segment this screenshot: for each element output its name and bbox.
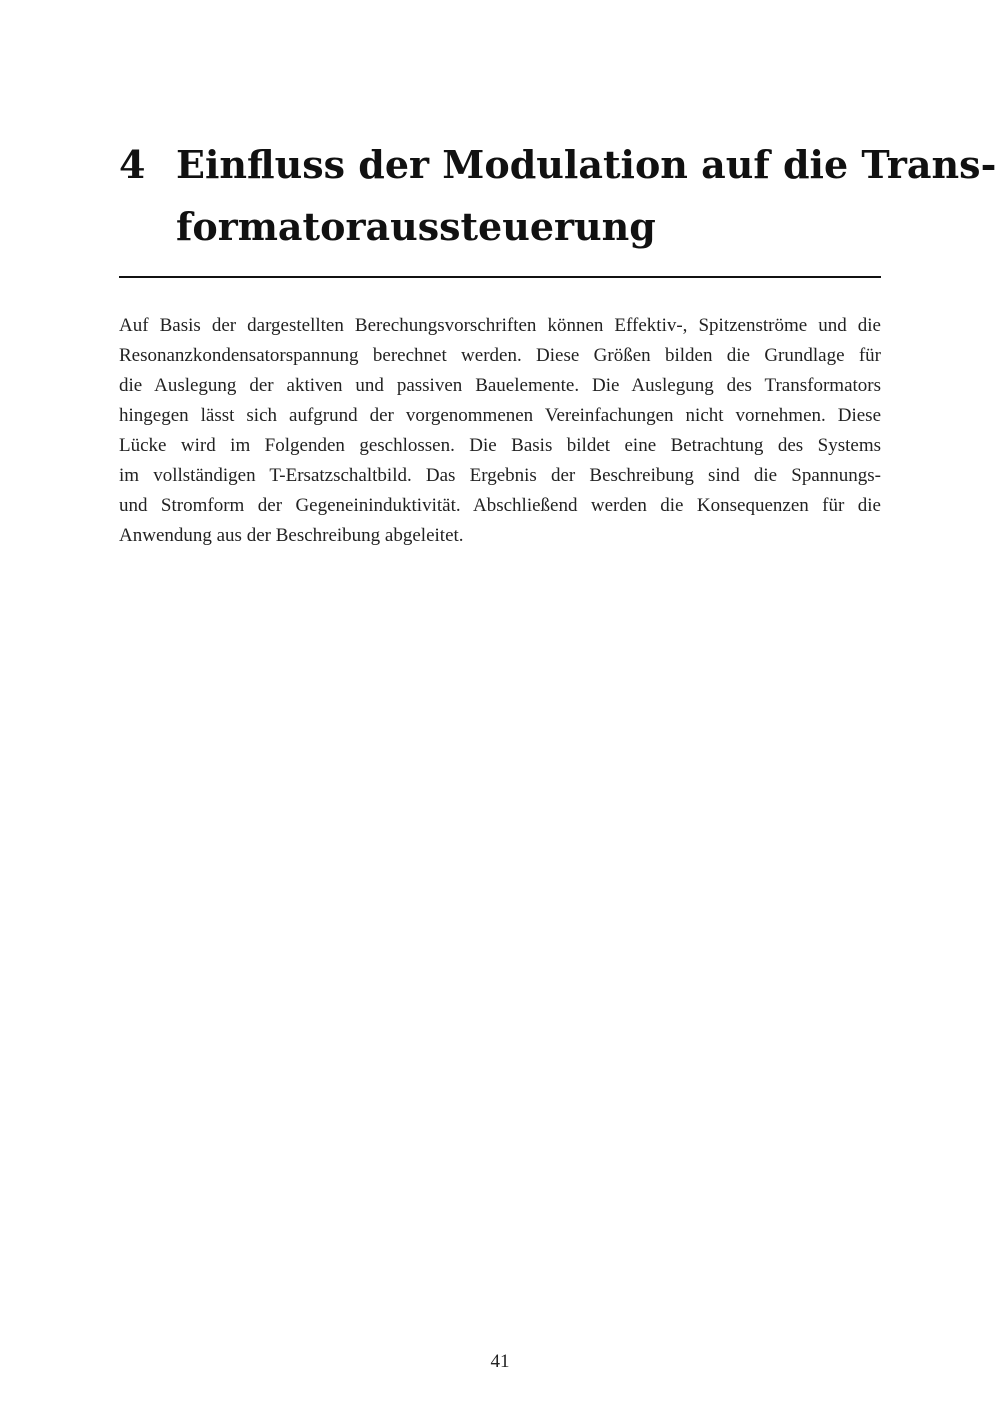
chapter-title	[176, 134, 996, 258]
body-paragraph	[119, 311, 881, 551]
paragraph-line: und Stromform der Gegeneininduktivität. Abschließend werden die Konsequenzen für die	[119, 495, 881, 516]
chapter-heading	[119, 134, 997, 258]
paragraph-line: Auf Basis der dargestellten Berechungsvorschriften können Effektiv-, Spitzenströme und die	[119, 315, 881, 336]
paragraph-line: im vollständigen T-Ersatzschaltbild. Das Ergebnis der Beschreibung sind die Spannungs-	[119, 465, 881, 486]
paragraph-line: hingegen lässt sich aufgrund der vorgenommenen Vereinfachungen nicht vornehmen. Diese	[119, 405, 881, 426]
paragraph-line: die Auslegung der aktiven und passiven Bauelemente. Die Auslegung des Transformators	[119, 375, 881, 396]
heading-rule	[119, 276, 881, 278]
chapter-number: 4	[119, 142, 146, 187]
chapter-title-line: Einfluss der Modulation auf die Trans-	[176, 142, 997, 187]
paragraph-line: Anwendung aus der Beschreibung abgeleitet.	[119, 525, 464, 546]
chapter-title-line: formatoraussteuerung	[176, 204, 656, 249]
page-number: 41	[490, 1351, 510, 1372]
paragraph-line: Lücke wird im Folgenden geschlossen. Die Basis bildet eine Betrachtung des Systems	[119, 435, 881, 456]
paragraph-line: Resonanzkondensatorspannung berechnet werden. Diese Größen bilden die Grundlage für	[119, 345, 881, 366]
